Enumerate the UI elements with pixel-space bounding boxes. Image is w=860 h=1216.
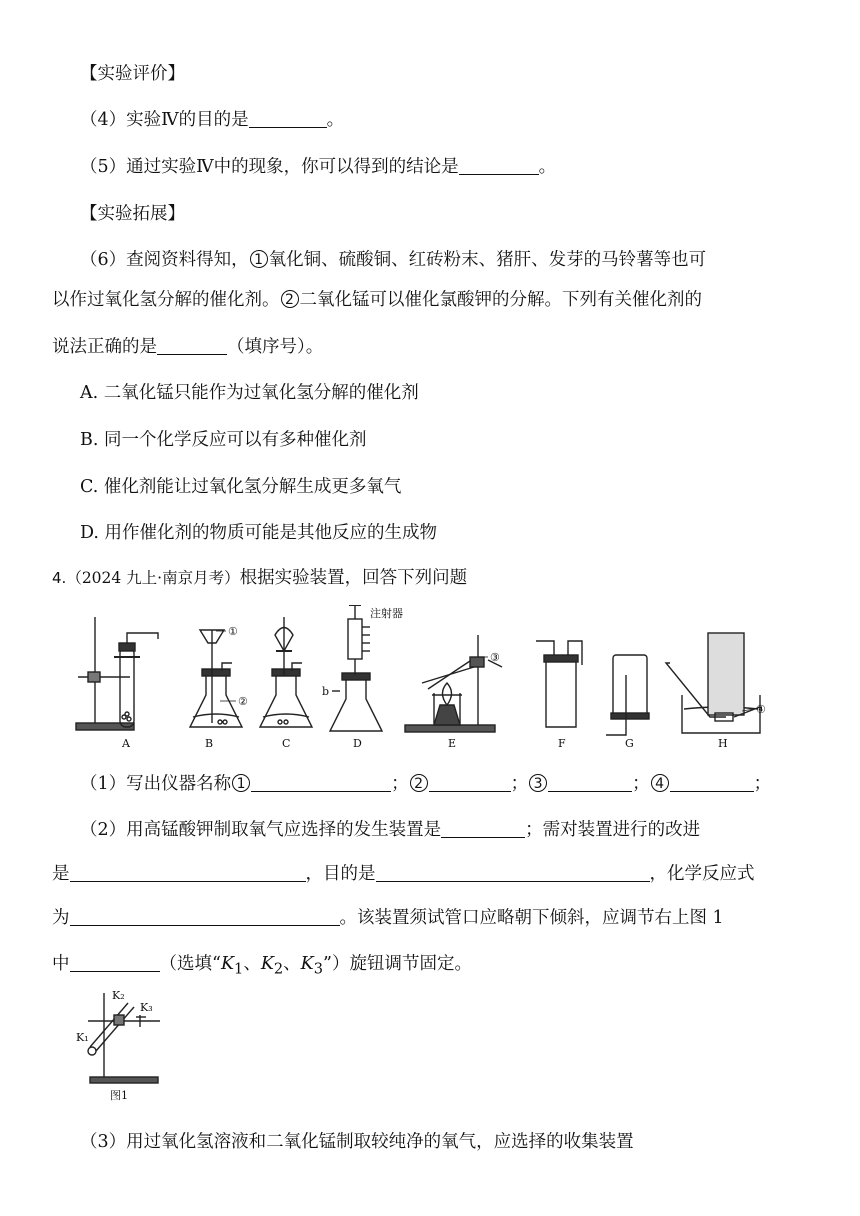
label-e: E — [448, 737, 457, 750]
fig1-caption: 图1 — [110, 1089, 128, 1102]
apparatus-f — [536, 641, 582, 727]
option-d: D. 用作催化剂的物质可能是其他反应的生成物 — [80, 523, 438, 543]
question-4: （4）实验Ⅳ的目的是 。 — [80, 110, 345, 130]
sub-question-1: （1）写出仪器名称 1 ； 2 ； 3 ； 4 ； — [80, 774, 772, 794]
apparatus-c — [260, 617, 312, 727]
label-circle-2: ② — [238, 695, 248, 708]
figure-1 — [70, 985, 180, 1103]
apparatus-figure — [70, 605, 780, 755]
answer-blank[interactable] — [459, 156, 539, 175]
apparatus-b — [190, 630, 242, 727]
apparatus-e — [405, 635, 502, 732]
question-6-line1: （6）查阅资料得知， 1 氧化铜、硫酸铜、红砖粉末、猪肝、发芽的马铃薯等也可 — [80, 250, 707, 270]
apparatus-g — [606, 655, 649, 735]
circled-number: 1 — [232, 774, 250, 792]
label-d: D — [353, 737, 362, 750]
question-6-line2: 以作过氧化氢分解的催化剂。 2 二氧化锰可以催化氯酸钾的分解。下列有关催化剂的 — [52, 290, 702, 310]
answer-blank[interactable] — [157, 336, 227, 355]
section-heading-evaluation: 【实验评价】 — [80, 64, 185, 84]
option-a: A. 二氧化锰只能作为过氧化氢分解的催化剂 — [80, 383, 419, 403]
b-label: b — [322, 685, 330, 698]
circled-number: 1 — [250, 250, 268, 268]
answer-blank[interactable] — [70, 863, 306, 882]
fig1-k1: K₁ — [76, 1031, 89, 1044]
answer-blank[interactable] — [429, 773, 511, 792]
label-g: G — [625, 737, 634, 750]
label-circle-1: ① — [228, 625, 238, 638]
answer-blank[interactable] — [441, 819, 525, 838]
fig1-k3: K₃ — [140, 1001, 153, 1014]
circled-number: 2 — [410, 774, 428, 792]
answer-blank[interactable] — [376, 863, 650, 882]
option-c: C. 催化剂能让过氧化氢分解生成更多氧气 — [80, 477, 402, 497]
answer-blank[interactable] — [548, 773, 632, 792]
label-circle-4: ④ — [756, 703, 766, 716]
apparatus-a — [76, 617, 158, 730]
question-6-line3: 说法正确的是 （填序号）。 — [52, 337, 324, 357]
problem-4-header: 4.（2024 九上·南京月考）根据实验装置，回答下列问题 — [52, 568, 468, 588]
label-b: B — [205, 737, 214, 750]
answer-blank[interactable] — [670, 773, 754, 792]
circled-number: 4 — [651, 774, 669, 792]
label-circle-3: ③ — [490, 651, 500, 664]
label-c: C — [282, 737, 291, 750]
answer-blank[interactable] — [251, 773, 391, 792]
label-a: A — [122, 737, 130, 750]
sub-question-2-line4: 中 （选填“$K_1$、$K_2$、$K_3$”）旋钮调节固定。 — [52, 954, 472, 978]
sub-question-3: （3）用过氧化氢溶液和二氧化锰制取较纯净的氧气，应选择的收集装置 — [80, 1132, 634, 1152]
answer-blank[interactable] — [249, 109, 327, 128]
question-5: （5）通过实验Ⅳ中的现象，你可以得到的结论是 。 — [80, 157, 557, 177]
apparatus-d — [330, 605, 382, 731]
apparatus-h — [666, 633, 760, 733]
option-b: B. 同一个化学反应可以有多种催化剂 — [80, 430, 367, 450]
sub-question-2-line1: （2）用高锰酸钾制取氧气应选择的发生装置是 ；需对装置进行的改进 — [80, 820, 701, 840]
circled-number: 3 — [529, 774, 547, 792]
syringe-label: 注射器 — [370, 607, 403, 620]
section-heading-extension: 【实验拓展】 — [80, 204, 185, 224]
answer-blank[interactable] — [70, 907, 340, 926]
answer-blank[interactable] — [70, 953, 160, 972]
sub-question-2-line3: 为 。该装置须试管口应略朝下倾斜，应调节右上图 1 — [52, 908, 724, 928]
label-h: H — [718, 737, 728, 750]
label-f: F — [558, 737, 566, 750]
sub-question-2-line2: 是 ，目的是 ，化学反应式 — [52, 864, 755, 884]
circled-number: 2 — [281, 290, 299, 308]
fig1-k2: K₂ — [112, 989, 125, 1002]
